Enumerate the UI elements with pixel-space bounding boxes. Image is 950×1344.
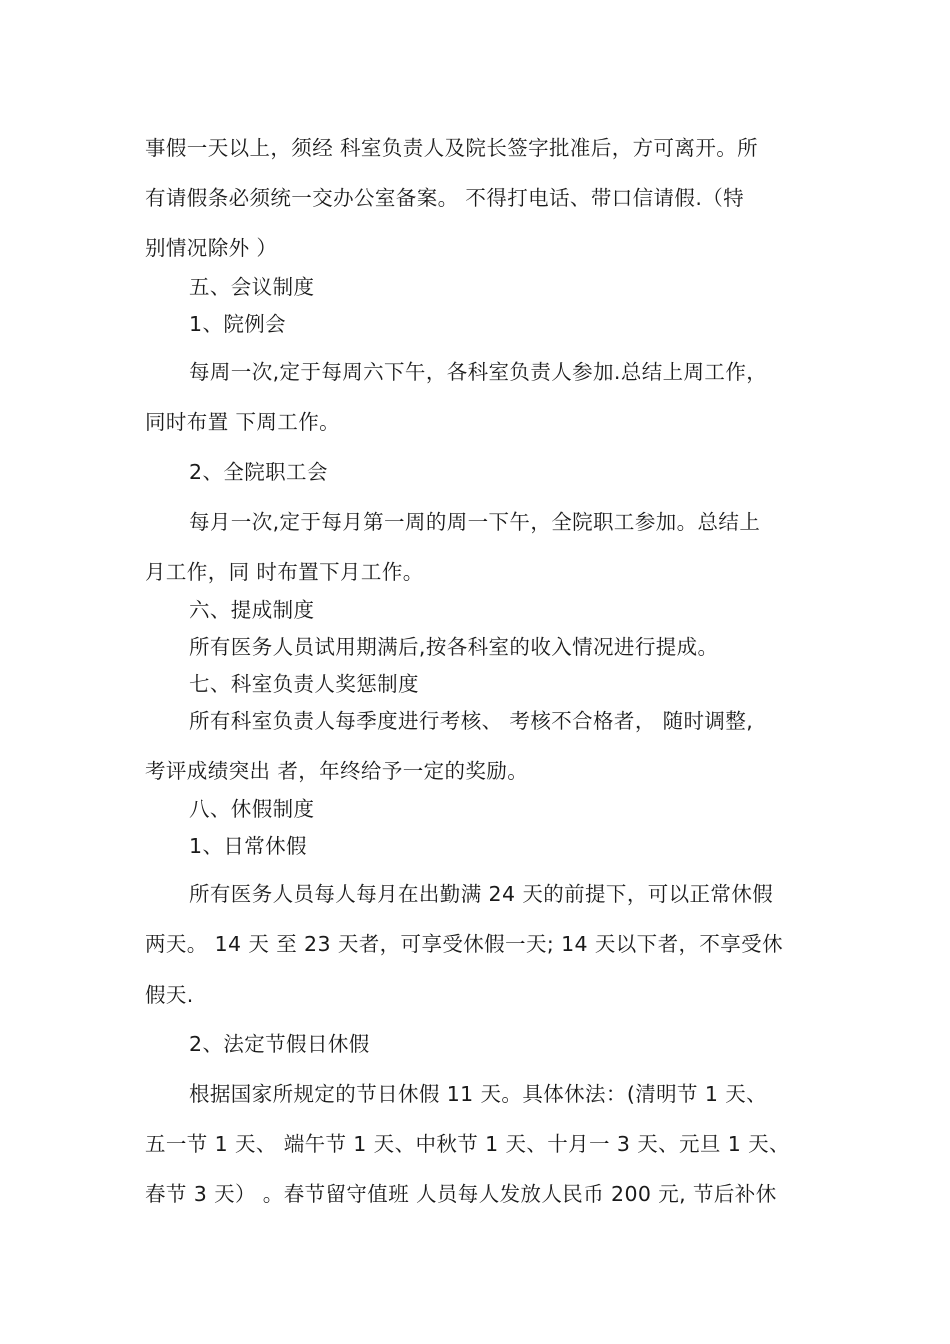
text-line: 假天.	[145, 983, 194, 1007]
text-line: 根据国家所规定的节日休假 11 天。具体休法：(清明节 1 天、	[189, 1082, 767, 1106]
subsection-heading: 1、院例会	[189, 312, 287, 336]
section-heading: 八、休假制度	[189, 797, 315, 821]
text-line: 同时布置 下周工作。	[145, 410, 341, 434]
subsection-heading: 1、日常休假	[189, 834, 307, 858]
text-line: 月工作，同 时布置下月工作。	[145, 560, 424, 584]
section-heading: 七、科室负责人奖惩制度	[189, 672, 419, 696]
section-heading: 六、提成制度	[189, 598, 315, 622]
text-line: 别情况除外 ）	[145, 236, 278, 260]
text-line: 每周一次,定于每周六下午，各科室负责人参加.总结上周工作，	[189, 360, 768, 384]
subsection-heading: 2、全院职工会	[189, 460, 328, 484]
subsection-heading: 2、法定节假日休假	[189, 1032, 370, 1056]
text-line: 所有医务人员试用期满后,按各科室的收入情况进行提成。	[189, 635, 719, 659]
text-line: 春节 3 天） 。春节留守值班 人员每人发放人民币 200 元, 节后补休	[145, 1182, 777, 1206]
text-line: 有请假条必须统一交办公室备案。 不得打电话、带口信请假.（特	[145, 186, 745, 210]
text-line: 考评成绩突出 者，年终给予一定的奖励。	[145, 759, 529, 783]
text-line: 所有科室负责人每季度进行考核、 考核不合格者， 随时调整,	[189, 709, 754, 733]
section-heading: 五、会议制度	[189, 275, 315, 299]
text-line: 每月一次,定于每月第一周的周一下午，全院职工参加。总结上	[189, 510, 761, 534]
text-line: 事假一天以上，须经 科室负责人及院长签字批准后，方可离开。所	[145, 136, 759, 160]
text-line: 所有医务人员每人每月在出勤满 24 天的前提下，可以正常休假	[189, 882, 774, 906]
text-line: 五一节 1 天、 端午节 1 天、中秋节 1 天、十月一 3 天、元旦 1 天、	[145, 1132, 790, 1156]
text-line: 两天。 14 天 至 23 天者，可享受休假一天; 14 天以下者，不享受休	[145, 932, 783, 956]
